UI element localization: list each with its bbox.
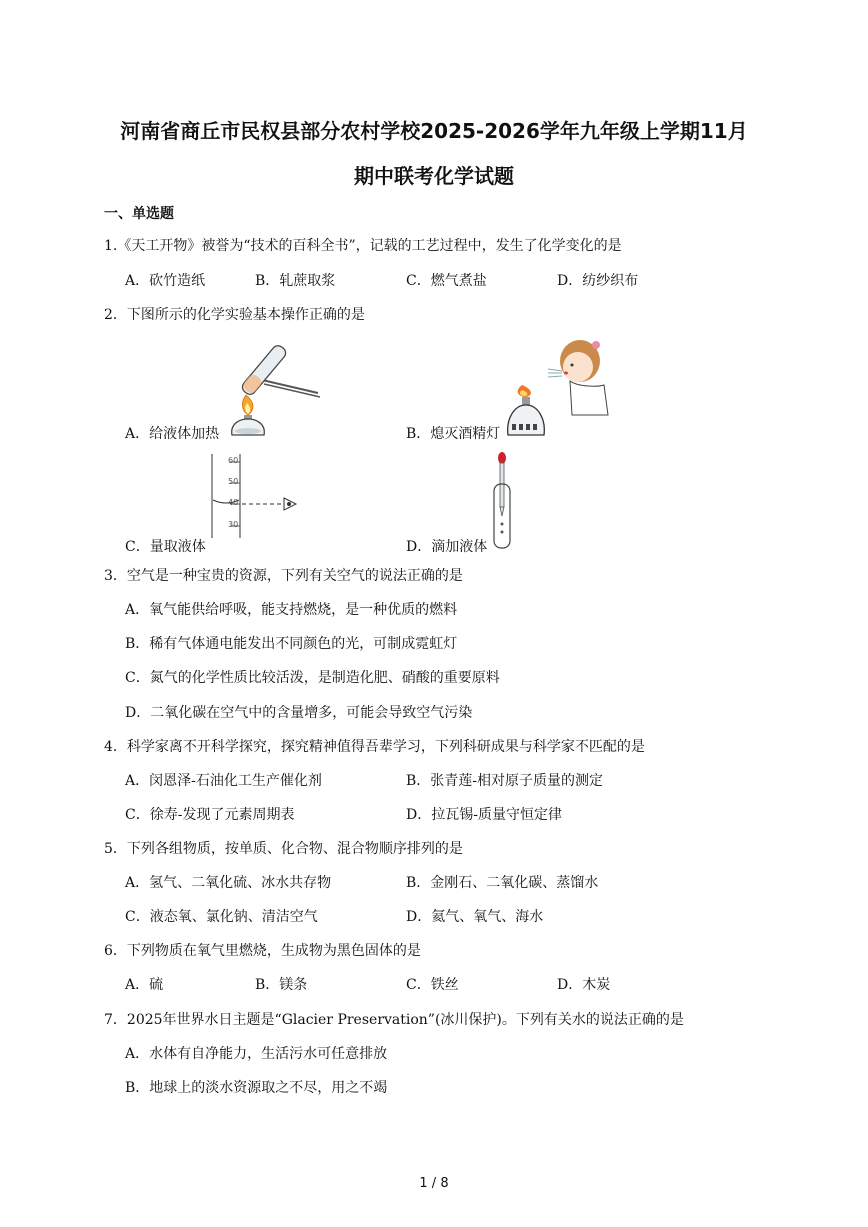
q2-option-b: B．熄灭酒精灯 (406, 426, 501, 442)
question-6-stem: 6．下列物质在氧气里燃烧，生成物为黑色固体的是 (104, 943, 421, 959)
q4-option-a: A．闵恩泽-石油化工生产催化剂 (125, 773, 322, 789)
section-heading: 一、单选题 (104, 206, 174, 222)
question-1-stem: 1.《天工开物》被誉为“技术的百科全书”，记载的工艺过程中，发生了化学变化的是 (104, 238, 622, 254)
q5-option-b: B．金刚石、二氧化碳、蒸馏水 (406, 875, 599, 891)
cylinder-tick-60: 60 (228, 456, 239, 465)
exam-title-line-1: 河南省商丘市民权县部分农村学校2025-2026学年九年级上学期11月 (120, 119, 748, 143)
question-7-stem: 7．2025年世界水日主题是“Glacier Preservation”(冰川保护)。下列有关水的说法正确的是 (104, 1012, 684, 1028)
q2-option-d: D．滴加液体 (406, 539, 488, 555)
dropper-figure (488, 450, 518, 552)
q1-option-c: C．燃气煮盐 (406, 273, 487, 289)
q7-option-b: B．地球上的淡水资源取之不尽，用之不竭 (125, 1080, 388, 1096)
q1-option-a: A．砍竹造纸 (125, 273, 206, 289)
q6-option-a: A．硫 (125, 977, 164, 993)
question-4-stem: 4．科学家离不开科学探究，探究精神值得吾辈学习，下列科研成果与科学家不匹配的是 (104, 739, 645, 755)
q6-option-d: D．木炭 (557, 977, 611, 993)
cylinder-tick-40: 40 (228, 498, 239, 507)
cylinder-tick-30: 30 (228, 520, 239, 529)
q6-option-c: C．铁丝 (406, 977, 459, 993)
q4-option-b: B．张青莲-相对原子质量的测定 (406, 773, 604, 789)
test-tube-heating-figure (222, 335, 327, 440)
q6-option-b: B．镁条 (255, 977, 308, 993)
q3-option-a: A．氧气能供给呼吸，能支持燃烧，是一种优质的燃料 (125, 602, 458, 618)
cylinder-tick-50: 50 (228, 477, 239, 486)
q1-option-d: D．纺纱织布 (557, 273, 639, 289)
question-3-stem: 3．空气是一种宝贵的资源，下列有关空气的说法正确的是 (104, 568, 463, 584)
q5-option-a: A．氢气、二氧化硫、冰水共存物 (125, 875, 332, 891)
exam-title-line-2: 期中联考化学试题 (354, 164, 514, 188)
q1-option-b: B．轧蔗取浆 (255, 273, 336, 289)
q4-option-c: C．徐寿-发现了元素周期表 (125, 807, 295, 823)
q5-option-c: C．液态氧、氯化钠、清洁空气 (125, 909, 318, 925)
q2-option-c: C．量取液体 (125, 539, 206, 555)
q7-option-a: A．水体有自净能力，生活污水可任意排放 (125, 1046, 388, 1062)
page-number: 1 / 8 (419, 1176, 449, 1191)
q3-option-b: B．稀有气体通电能发出不同颜色的光，可制成霓虹灯 (125, 636, 458, 652)
q2-option-a: A．给液体加热 (125, 426, 220, 442)
q3-option-c: C．氮气的化学性质比较活泼，是制造化肥、硝酸的重要原料 (125, 670, 500, 686)
q4-option-d: D．拉瓦锡-质量守恒定律 (406, 807, 562, 823)
question-2-stem: 2．下图所示的化学实验基本操作正确的是 (104, 307, 365, 323)
q5-option-d: D．氦气、氧气、海水 (406, 909, 544, 925)
graduated-cylinder-figure (206, 452, 306, 540)
q3-option-d: D．二氧化碳在空气中的含量增多，可能会导致空气污染 (125, 705, 473, 721)
question-5-stem: 5．下列各组物质，按单质、化合物、混合物顺序排列的是 (104, 841, 463, 857)
blowing-out-lamp-figure (500, 335, 612, 440)
